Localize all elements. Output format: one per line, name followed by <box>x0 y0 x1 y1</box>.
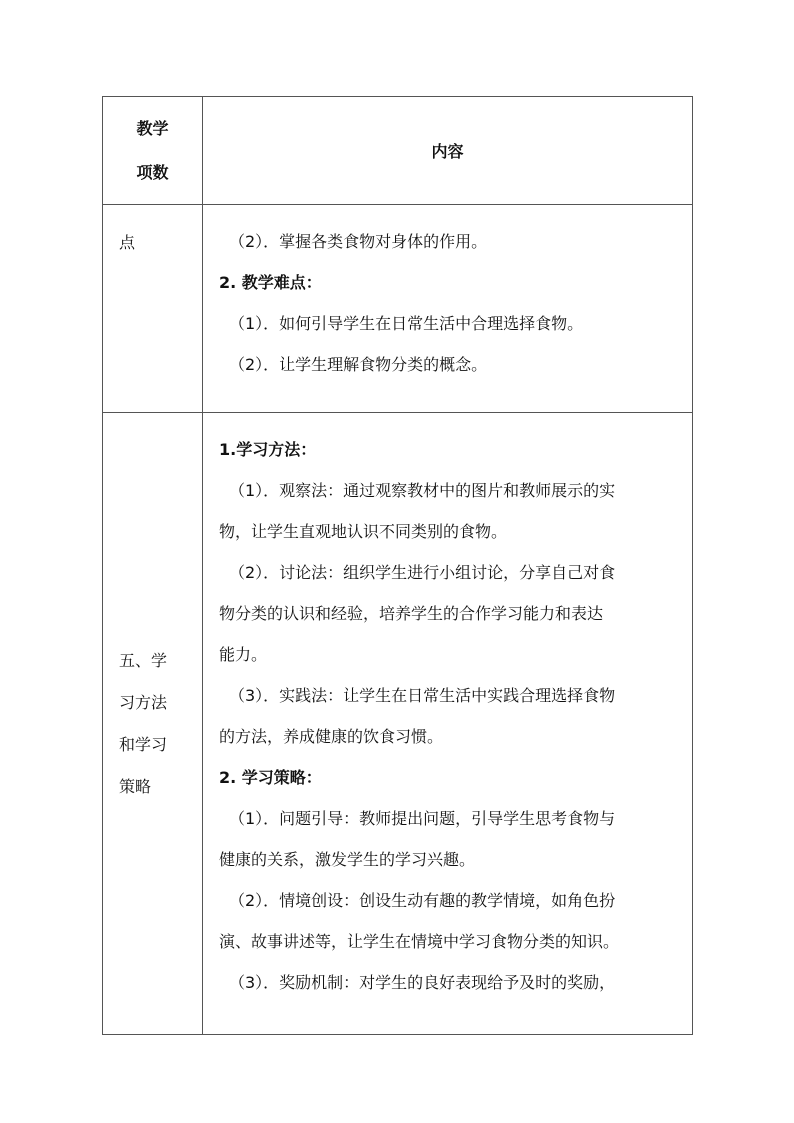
content-heading: 2. 教学难点： <box>219 273 322 292</box>
lesson-plan-table <box>102 96 693 1035</box>
content-line: 物，让学生直观地认识不同类别的食物。 <box>219 522 508 541</box>
content-line: （1）．观察法：通过观察教材中的图片和教师展示的实 <box>229 481 616 500</box>
section-a-content <box>203 205 693 413</box>
content-line: 演、故事讲述等，让学生在情境中学习食物分类的知识。 <box>219 932 620 951</box>
content-line: （2）．掌握各类食物对身体的作用。 <box>229 232 488 251</box>
content-line: 健康的关系，激发学生的学习兴趣。 <box>219 850 476 869</box>
section-b-label-line: 习方法 <box>119 692 168 712</box>
table-row <box>103 205 693 413</box>
content-line: （2）．讨论法：组织学生进行小组讨论，分享自己对食 <box>229 563 616 582</box>
content-line: （3）．实践法：让学生在日常生活中实践合理选择食物 <box>229 686 616 705</box>
content-line: （3）．奖励机制：对学生的良好表现给予及时的奖励， <box>229 973 616 992</box>
section-b-label <box>103 413 203 1035</box>
content-heading: 1.学习方法： <box>219 440 317 459</box>
content-line: 物分类的认识和经验，培养学生的合作学习能力和表达 <box>219 604 604 623</box>
content-line: （1）．问题引导：教师提出问题，引导学生思考食物与 <box>229 809 616 828</box>
content-line: 的方法，养成健康的饮食习惯。 <box>219 727 444 746</box>
content-line: 能力。 <box>219 645 268 664</box>
header-item-label-line1: 教学 <box>136 118 169 138</box>
table-row <box>103 413 693 1035</box>
content-heading: 2. 学习策略： <box>219 768 322 787</box>
header-item-label-line2: 项数 <box>136 162 169 182</box>
header-item-column <box>103 97 203 205</box>
section-a-label: 点 <box>103 205 203 413</box>
section-b-label-line: 策略 <box>119 776 152 796</box>
table-header-row <box>103 97 693 205</box>
section-b-label-line: 五、学 <box>119 650 168 670</box>
content-line: （2）．让学生理解食物分类的概念。 <box>229 355 488 374</box>
content-line: （1）．如何引导学生在日常生活中合理选择食物。 <box>229 314 584 333</box>
header-content-column: 内容 <box>203 97 693 205</box>
content-line: （2）．情境创设：创设生动有趣的教学情境，如角色扮 <box>229 891 616 910</box>
section-b-content <box>203 413 693 1035</box>
section-b-label-line: 和学习 <box>119 734 168 754</box>
